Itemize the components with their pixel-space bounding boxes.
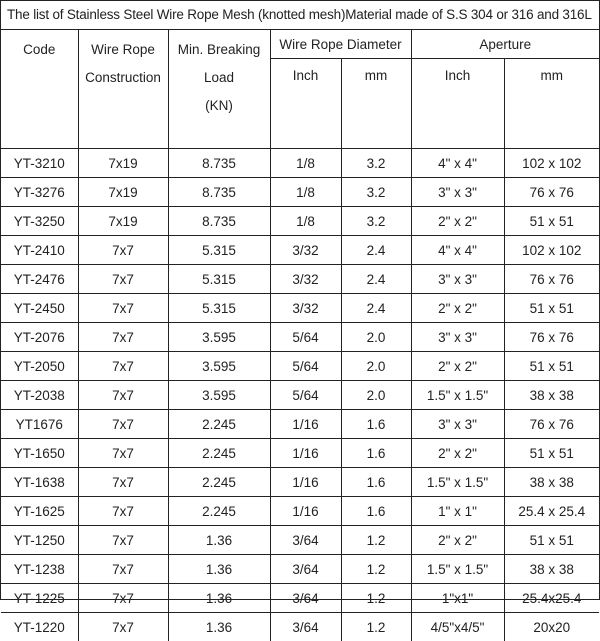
cell-code: YT-1650 bbox=[1, 439, 78, 468]
cell-breaking-load: 5.315 bbox=[168, 265, 270, 294]
header-aperture-inch: Inch bbox=[411, 59, 504, 149]
cell-code: YT-1225 bbox=[1, 584, 78, 613]
cell-construction: 7x19 bbox=[78, 178, 168, 207]
table-row bbox=[1, 468, 599, 497]
cell-diameter-inch: 5/64 bbox=[270, 381, 341, 410]
cell-diameter-mm: 2.4 bbox=[341, 236, 411, 265]
cell-diameter-mm: 1.6 bbox=[341, 497, 411, 526]
cell-construction: 7x7 bbox=[78, 613, 168, 641]
cell-code: YT-3210 bbox=[1, 149, 78, 178]
cell-diameter-inch: 3/32 bbox=[270, 236, 341, 265]
table-row bbox=[1, 178, 599, 207]
cell-aperture-inch: 4" x 4" bbox=[411, 149, 504, 178]
cell-diameter-mm: 3.2 bbox=[341, 178, 411, 207]
cell-aperture-mm: 76 x 76 bbox=[504, 410, 599, 439]
cell-code: YT-2450 bbox=[1, 294, 78, 323]
cell-breaking-load: 2.245 bbox=[168, 410, 270, 439]
header-code bbox=[1, 30, 78, 149]
cell-aperture-inch: 1.5" x 1.5" bbox=[411, 381, 504, 410]
cell-aperture-mm: 38 x 38 bbox=[504, 468, 599, 497]
cell-code: YT-1638 bbox=[1, 468, 78, 497]
cell-aperture-mm: 51 x 51 bbox=[504, 526, 599, 555]
table-row bbox=[1, 381, 599, 410]
header-diameter bbox=[270, 30, 411, 59]
cell-diameter-mm: 2.0 bbox=[341, 381, 411, 410]
table-row bbox=[1, 207, 599, 236]
cell-aperture-inch: 1.5" x 1.5" bbox=[411, 468, 504, 497]
table-row bbox=[1, 410, 599, 439]
cell-breaking-load: 3.595 bbox=[168, 381, 270, 410]
cell-breaking-load: 1.36 bbox=[168, 613, 270, 641]
cell-diameter-inch: 1/16 bbox=[270, 497, 341, 526]
cell-diameter-inch: 5/64 bbox=[270, 352, 341, 381]
table-row bbox=[1, 265, 599, 294]
cell-construction: 7x7 bbox=[78, 294, 168, 323]
cell-diameter-mm: 1.6 bbox=[341, 439, 411, 468]
header-code-label: Code bbox=[23, 42, 55, 57]
cell-breaking-load: 8.735 bbox=[168, 207, 270, 236]
cell-aperture-mm: 76 x 76 bbox=[504, 323, 599, 352]
table-title: The list of Stainless Steel Wire Rope Mesh (knotted mesh)Material made of S.S 304 or 316 and 316L bbox=[1, 1, 599, 30]
cell-code: YT-3250 bbox=[1, 207, 78, 236]
cell-diameter-mm: 2.4 bbox=[341, 265, 411, 294]
cell-diameter-mm: 1.2 bbox=[341, 526, 411, 555]
cell-construction: 7x7 bbox=[78, 497, 168, 526]
cell-construction: 7x7 bbox=[78, 584, 168, 613]
table-row bbox=[1, 526, 599, 555]
cell-construction: 7x7 bbox=[78, 468, 168, 497]
header-construction-line2: Construction bbox=[79, 64, 168, 92]
cell-code: YT-1625 bbox=[1, 497, 78, 526]
header-breaking-line2: Load bbox=[169, 64, 270, 92]
cell-diameter-inch: 1/16 bbox=[270, 468, 341, 497]
cell-construction: 7x7 bbox=[78, 236, 168, 265]
cell-aperture-inch: 3" x 3" bbox=[411, 323, 504, 352]
cell-breaking-load: 3.595 bbox=[168, 352, 270, 381]
cell-code: YT-1238 bbox=[1, 555, 78, 584]
table-row bbox=[1, 149, 599, 178]
header-breaking-load bbox=[168, 30, 270, 149]
cell-diameter-inch: 3/64 bbox=[270, 555, 341, 584]
cell-diameter-inch: 1/16 bbox=[270, 410, 341, 439]
cell-code: YT-1220 bbox=[1, 613, 78, 641]
cell-construction: 7x7 bbox=[78, 265, 168, 294]
cell-code: YT-2476 bbox=[1, 265, 78, 294]
cell-construction: 7x7 bbox=[78, 352, 168, 381]
table-row bbox=[1, 439, 599, 468]
cell-breaking-load: 3.595 bbox=[168, 323, 270, 352]
cell-diameter-inch: 1/8 bbox=[270, 207, 341, 236]
cell-aperture-mm: 76 x 76 bbox=[504, 265, 599, 294]
cell-diameter-mm: 1.6 bbox=[341, 468, 411, 497]
table-row bbox=[1, 294, 599, 323]
cell-construction: 7x19 bbox=[78, 207, 168, 236]
cell-code: YT-2050 bbox=[1, 352, 78, 381]
cell-construction: 7x7 bbox=[78, 410, 168, 439]
cell-code: YT-1250 bbox=[1, 526, 78, 555]
cell-diameter-inch: 1/8 bbox=[270, 149, 341, 178]
cell-aperture-mm: 38 x 38 bbox=[504, 381, 599, 410]
cell-diameter-inch: 3/64 bbox=[270, 613, 341, 641]
table-row bbox=[1, 323, 599, 352]
cell-diameter-mm: 2.0 bbox=[341, 352, 411, 381]
cell-diameter-inch: 1/16 bbox=[270, 439, 341, 468]
cell-construction: 7x7 bbox=[78, 555, 168, 584]
cell-construction: 7x7 bbox=[78, 526, 168, 555]
table-row bbox=[1, 584, 599, 613]
header-aperture-label: Aperture bbox=[479, 37, 531, 52]
cell-aperture-inch: 1.5" x 1.5" bbox=[411, 555, 504, 584]
header-breaking-line1: Min. Breaking bbox=[169, 36, 270, 64]
cell-breaking-load: 5.315 bbox=[168, 236, 270, 265]
cell-aperture-inch: 2" x 2" bbox=[411, 439, 504, 468]
cell-aperture-inch: 2" x 2" bbox=[411, 352, 504, 381]
cell-diameter-mm: 1.2 bbox=[341, 613, 411, 641]
cell-breaking-load: 2.245 bbox=[168, 468, 270, 497]
cell-aperture-inch: 4" x 4" bbox=[411, 236, 504, 265]
table-row bbox=[1, 555, 599, 584]
cell-aperture-mm: 25.4x25.4 bbox=[504, 584, 599, 613]
cell-aperture-mm: 25.4 x 25.4 bbox=[504, 497, 599, 526]
cell-code: YT-3276 bbox=[1, 178, 78, 207]
header-aperture bbox=[411, 30, 599, 59]
cell-aperture-inch: 3" x 3" bbox=[411, 265, 504, 294]
cell-aperture-mm: 51 x 51 bbox=[504, 352, 599, 381]
header-aperture-mm: mm bbox=[504, 59, 599, 149]
table-row bbox=[1, 236, 599, 265]
table-row bbox=[1, 352, 599, 381]
cell-breaking-load: 1.36 bbox=[168, 584, 270, 613]
cell-diameter-mm: 3.2 bbox=[341, 149, 411, 178]
cell-aperture-mm: 51 x 51 bbox=[504, 207, 599, 236]
cell-diameter-mm: 2.0 bbox=[341, 323, 411, 352]
cell-construction: 7x7 bbox=[78, 323, 168, 352]
cell-aperture-mm: 51 x 51 bbox=[504, 294, 599, 323]
header-diameter-inch: Inch bbox=[270, 59, 341, 149]
cell-code: YT-2038 bbox=[1, 381, 78, 410]
cell-aperture-mm: 38 x 38 bbox=[504, 555, 599, 584]
cell-aperture-inch: 1"x1" bbox=[411, 584, 504, 613]
header-row-top bbox=[1, 30, 599, 59]
cell-aperture-inch: 2" x 2" bbox=[411, 526, 504, 555]
cell-breaking-load: 2.245 bbox=[168, 439, 270, 468]
table-row bbox=[1, 497, 599, 526]
cell-construction: 7x7 bbox=[78, 439, 168, 468]
cell-aperture-mm: 102 x 102 bbox=[504, 236, 599, 265]
header-diameter-label: Wire Rope Diameter bbox=[279, 37, 401, 52]
cell-diameter-inch: 3/64 bbox=[270, 584, 341, 613]
cell-breaking-load: 8.735 bbox=[168, 149, 270, 178]
cell-aperture-mm: 76 x 76 bbox=[504, 178, 599, 207]
cell-aperture-inch: 3" x 3" bbox=[411, 178, 504, 207]
header-breaking-line3: (KN) bbox=[169, 92, 270, 120]
cell-diameter-inch: 5/64 bbox=[270, 323, 341, 352]
cell-aperture-mm: 20x20 bbox=[504, 613, 599, 641]
cell-aperture-inch: 3" x 3" bbox=[411, 410, 504, 439]
cell-aperture-inch: 2" x 2" bbox=[411, 207, 504, 236]
table-row bbox=[1, 613, 599, 641]
cell-breaking-load: 2.245 bbox=[168, 497, 270, 526]
cell-breaking-load: 1.36 bbox=[168, 526, 270, 555]
spec-table bbox=[1, 30, 599, 641]
header-construction bbox=[78, 30, 168, 149]
cell-aperture-mm: 102 x 102 bbox=[504, 149, 599, 178]
cell-code: YT-2076 bbox=[1, 323, 78, 352]
cell-diameter-mm: 1.2 bbox=[341, 555, 411, 584]
cell-aperture-inch: 1" x 1" bbox=[411, 497, 504, 526]
cell-breaking-load: 8.735 bbox=[168, 178, 270, 207]
cell-code: YT-2410 bbox=[1, 236, 78, 265]
cell-diameter-inch: 1/8 bbox=[270, 178, 341, 207]
cell-diameter-mm: 3.2 bbox=[341, 207, 411, 236]
header-diameter-mm: mm bbox=[341, 59, 411, 149]
header-construction-line1: Wire Rope bbox=[79, 36, 168, 64]
cell-diameter-inch: 3/32 bbox=[270, 294, 341, 323]
cell-aperture-mm: 51 x 51 bbox=[504, 439, 599, 468]
cell-code: YT1676 bbox=[1, 410, 78, 439]
cell-diameter-mm: 1.2 bbox=[341, 584, 411, 613]
cell-construction: 7x19 bbox=[78, 149, 168, 178]
cell-diameter-mm: 2.4 bbox=[341, 294, 411, 323]
cell-diameter-mm: 1.6 bbox=[341, 410, 411, 439]
cell-breaking-load: 5.315 bbox=[168, 294, 270, 323]
cell-aperture-inch: 4/5"x4/5" bbox=[411, 613, 504, 641]
cell-aperture-inch: 2" x 2" bbox=[411, 294, 504, 323]
cell-diameter-inch: 3/64 bbox=[270, 526, 341, 555]
cell-diameter-inch: 3/32 bbox=[270, 265, 341, 294]
cell-construction: 7x7 bbox=[78, 381, 168, 410]
cell-breaking-load: 1.36 bbox=[168, 555, 270, 584]
